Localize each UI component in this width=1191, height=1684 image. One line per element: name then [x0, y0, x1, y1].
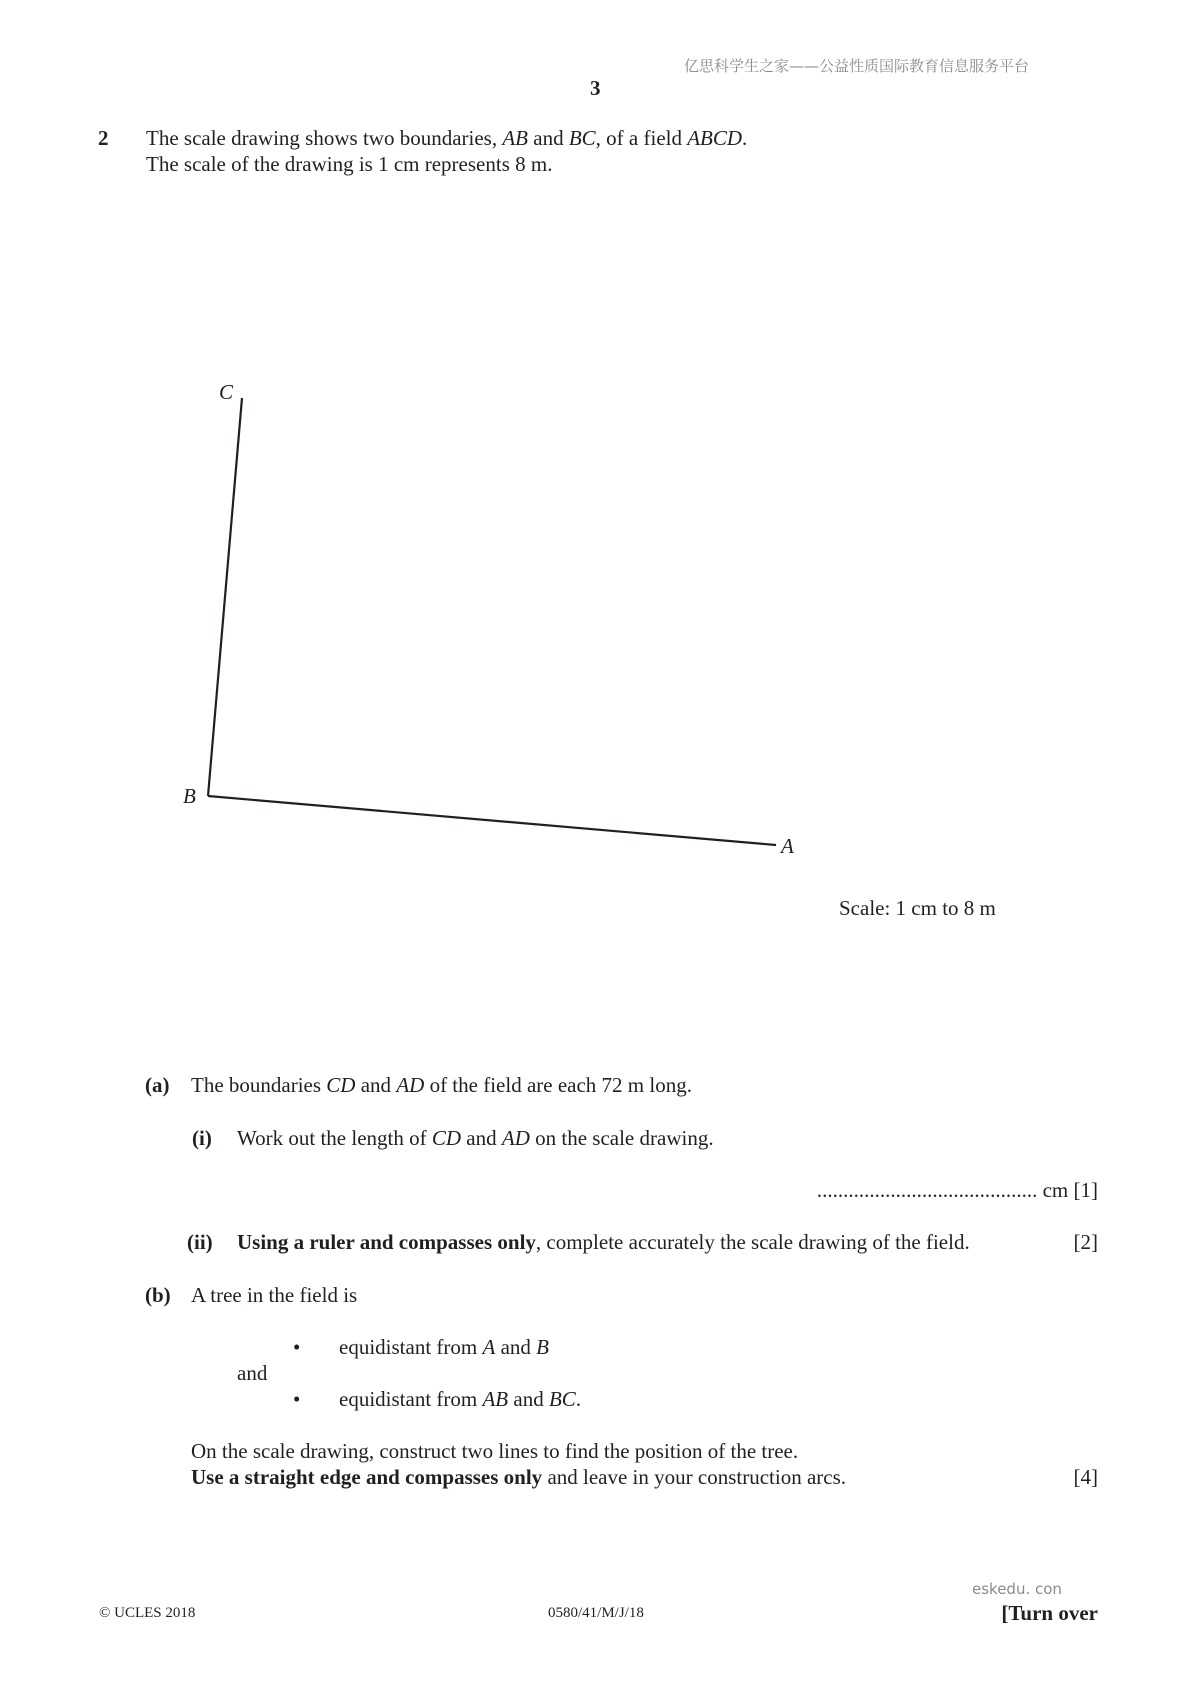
- part-a-ii-label: (ii): [187, 1230, 213, 1254]
- header-watermark: 亿思科学生之家——公益性质国际教育信息服务平台: [684, 57, 1030, 75]
- part-b-marks: [4]: [1073, 1465, 1098, 1489]
- intro-abcd: ABCD: [687, 126, 743, 150]
- bullet-2-end: .: [575, 1387, 582, 1411]
- answer-unit-marks: cm [1]: [1037, 1178, 1098, 1202]
- scale-label: Scale: 1 cm to 8 m: [839, 896, 996, 920]
- part-a-i-text-2: on the scale drawing.: [529, 1126, 714, 1150]
- part-a-ad: AD: [396, 1073, 425, 1097]
- intro-ab: AB: [502, 126, 528, 150]
- bullet-2-and: and: [508, 1387, 549, 1411]
- bullet-1-b: B: [536, 1335, 549, 1359]
- footer-watermark: eskedu. con: [972, 1580, 1062, 1598]
- boundary-bc: [208, 398, 242, 796]
- intro-and: and: [528, 126, 569, 150]
- part-b-instruction-2-rest: and leave in your construction arcs.: [542, 1465, 847, 1489]
- label-point-a: A: [781, 834, 794, 858]
- part-a-text-1: The boundaries: [191, 1073, 327, 1097]
- part-a-cd: CD: [326, 1073, 356, 1097]
- part-a-i-text: [237, 1126, 714, 1151]
- bullet-1-a: A: [482, 1335, 496, 1359]
- part-a-and: and: [355, 1073, 397, 1097]
- part-b-instruction-2: [191, 1465, 846, 1490]
- part-a-ii-text: [237, 1230, 970, 1255]
- part-a-ii-rest: , complete accurately the scale drawing of the field.: [535, 1230, 970, 1254]
- part-a-i-answer: [817, 1178, 1098, 1203]
- footer-paper-code: 0580/41/M/J/18: [548, 1605, 644, 1621]
- part-a-ii-marks: [2]: [1073, 1230, 1098, 1254]
- bullet-1-and: and: [495, 1335, 537, 1359]
- boundary-ab: [208, 796, 776, 845]
- part-a-text: [191, 1073, 692, 1098]
- part-a-text-2: of the field are each 72 m long.: [424, 1073, 692, 1097]
- page-number: 3: [590, 76, 601, 100]
- question-intro-line-2: The scale of the drawing is 1 cm represents 8 m.: [146, 152, 553, 176]
- part-b-instruction-2-bold: Use a straight edge and compasses only: [191, 1465, 543, 1489]
- answer-field-cd-ad[interactable]: ..........................................: [816, 1178, 1038, 1202]
- footer-copyright: © UCLES 2018: [99, 1605, 196, 1621]
- part-a-ii-bold: Using a ruler and compasses only: [237, 1230, 536, 1254]
- part-a-i-label: (i): [192, 1126, 212, 1150]
- question-number: 2: [98, 126, 109, 150]
- intro-bc: BC: [568, 126, 596, 150]
- part-a-i-cd: CD: [431, 1126, 462, 1150]
- bullet-connector: and: [237, 1361, 268, 1385]
- intro-of: , of a field: [595, 126, 688, 150]
- turn-over-label: [Turn over: [1001, 1601, 1098, 1625]
- bullet-2: •: [293, 1387, 301, 1411]
- part-a-i-and: and: [461, 1126, 502, 1150]
- bullet-1-text: [339, 1335, 549, 1360]
- bullet-1-main: equidistant from: [339, 1335, 483, 1359]
- intro-end: .: [742, 126, 748, 150]
- part-a-label: (a): [145, 1073, 170, 1097]
- bullet-2-ab: AB: [482, 1387, 509, 1411]
- part-a-i-ad: AD: [501, 1126, 530, 1150]
- bullet-1: •: [293, 1335, 301, 1359]
- part-b-text: A tree in the field is: [191, 1283, 358, 1307]
- label-point-c: C: [219, 380, 234, 404]
- bullet-2-bc: BC: [548, 1387, 576, 1411]
- part-a-i-text-1: Work out the length of: [237, 1126, 432, 1150]
- part-b-instruction-1: On the scale drawing, construct two lines to find the position of the tree.: [191, 1439, 799, 1463]
- bullet-2-text: [339, 1387, 581, 1412]
- part-b-label: (b): [145, 1283, 171, 1307]
- bullet-2-main: equidistant from: [339, 1387, 483, 1411]
- intro-text: The scale drawing shows two boundaries,: [146, 126, 503, 150]
- label-point-b: B: [183, 784, 196, 808]
